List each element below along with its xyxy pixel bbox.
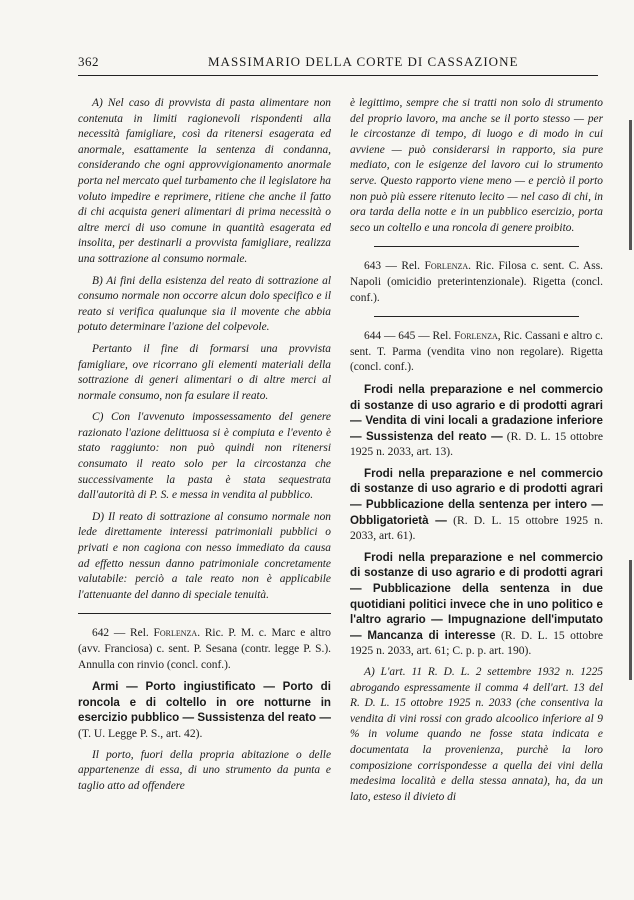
separator-rule [374,316,579,317]
maxim-paragraph-c: C) Con l'avvenuto impossessamento del genere razionato l'azione delittuosa si è compiuta e l'evento è stato raggiunto: non può quindi non ritenersi consumato il reato solo per la circostanza che successivamente la pasta è stata sequestrata dall'autorità di P. S. e messa in vendita al pubblico. [78,411,331,502]
page-header [0,50,634,74]
page-number: 362 [78,54,99,69]
scan-edge-mark [629,560,632,680]
entry-642: 642 — Rel. Forlenza. Ric. P. M. c. Marc e altro (avv. Franciosa) c. sent. P. Sesana (contr. legge P. S.). Annulla con rinvio (concl. conf.). [78,627,331,671]
entry-644-645: 644 — 645 — Rel. Forlenza, Ric. Cassani e altro c. sent. T. Parma (vendita vino non regolare). Rigetta (concl. conf.). [350,330,603,374]
rapporteur-name: Forlenza [454,330,498,343]
running-title: MASSIMARIO DELLA CORTE DI CASSAZIONE [208,54,519,69]
separator-rule [78,613,331,614]
separator-rule [374,246,579,247]
maxim-paragraph-continued: è legittimo, sempre che si tratti non solo di strumento del proprio lavoro, ma anche se il porto stesso — per le circostanze di tempo, di luogo e di modo in cui avviene — può considerarsi in rapporto, sia pure mediato, con le esigenze del lavoro cui lo strumento serve. Questo rapporto viene meno — e perciò il porto non può più essere ritenuto lecito — nel caso di chi, in ora tarda della notte e in un pubblico esercizio, porta seco un coltello e una roncola di genere proibito. [350,97,603,234]
entry-643: 643 — Rel. Forlenza. Ric. Filosa c. sent. C. Ass. Napoli (omicidio preterintenzionale). Rigetta (concl. conf.). [350,260,603,304]
maxim-paragraph-642: Il porto, fuori della propria abitazione o delle appartenenze di essa, di uno strumento da punta e taglio atto ad offendere [78,748,331,792]
maxim-paragraph-b2: Pertanto il fine di formarsi una provvista famigliare, ove ricorrano gli elementi materiali della sottrazione di generi alimentari o di altre merci al normale consumo, non fa esulare il reato. [78,342,331,402]
maxim-paragraph-a-right: A) L'art. 11 R. D. L. 2 settembre 1932 n. 1225 abrogando espressamente il comma 4 dell'art. 13 del R. D. L. 15 ottobre 1925 n. 2033 (che consentiva la vendita di vini rossi con grado alcoolico inferiore al 9 % in volume quando ne fosse stata indicata e documentata la provenienza, purchè la loro composizione corrispondesse a quella dei vini della medesima località e della stessa annata), ha, da un lato, esteso il divieto di [350,666,603,803]
maxim-heading-3: Frodi nella preparazione e nel commercio di sostanze di uso agrario e di prodotti agrari — Pubblicazione della sentenza in due quotidiani politici invece che in uno politico e l'altro agrario — Impugnazione dell'imputato — Mancanza di interesse (R. D. L. 15 ottobre 1925 n. 2033, art. 61; C. p. p. art. 190). [350,550,604,658]
right-column [350,96,603,805]
rapporteur-name: Forlenza [424,260,469,273]
maxim-paragraph-a: A) Nel caso di provvista di pasta alimentare non contenuta in limiti ragionevoli rispondenti alla necessità famigliare, così da ritenersi esagerata ed anormale, esattamente la sentenza di condanna, considerando che ogni approvvigionamento anormale porta nel mercato quel turbamento che il legislatore ha voluto impedire e reprimere, ritiene che anche il fatto di chi acquista generi alimentari di prima necessità o altre merci di uso comune in quantità esagerata ed insolita, per destinarli a provvista famigliare, realizza una sottrazione al consumo normale. [78,97,331,265]
maxim-heading-642: Armi — Porto ingiustificato — Porto di roncola e di coltello in ore notturne in esercizio pubblico — Sussistenza del reato — (T. U. Legge P. S., art. 42). [78,680,331,740]
maxim-heading-1: Frodi nella preparazione e nel commercio di sostanze di uso agrario e di prodotti agrari — Vendita di vini locali a gradazione inferiore — Sussistenza del reato — (R. D. L. 15 ottobre 1925 n. 2033, art. 13). [350,382,603,459]
header-rule [78,75,598,76]
scan-edge-mark [629,120,632,250]
maxim-paragraph-b: B) Ai fini della esistenza del reato di sottrazione al consumo normale non occorre alcun dolo specifico e il reato si verifica qualunque sia il movente che abbia potuto determinare l'azione del colpevole. [78,274,331,334]
maxim-paragraph-d: D) Il reato di sottrazione al consumo normale non lede direttamente interessi patrimoniali pubblici o privati e non cagiona con nesso immediato da causa ad effetto nessun danno patrimoniale concretamente valutabile: perciò a tale reato non è applicabile l'attenuante del danno di speciale tenuità. [78,510,331,601]
left-column [78,96,331,794]
rapporteur-name: Forlenza [153,627,198,640]
maxim-heading-2: Frodi nella preparazione e nel commercio di sostanze di uso agrario e di prodotti agrari — Pubblicazione della sentenza per intero — Obbligatorietà — (R. D. L. 15 ottobre 1925 n. 2033, art. 61). [350,466,603,543]
